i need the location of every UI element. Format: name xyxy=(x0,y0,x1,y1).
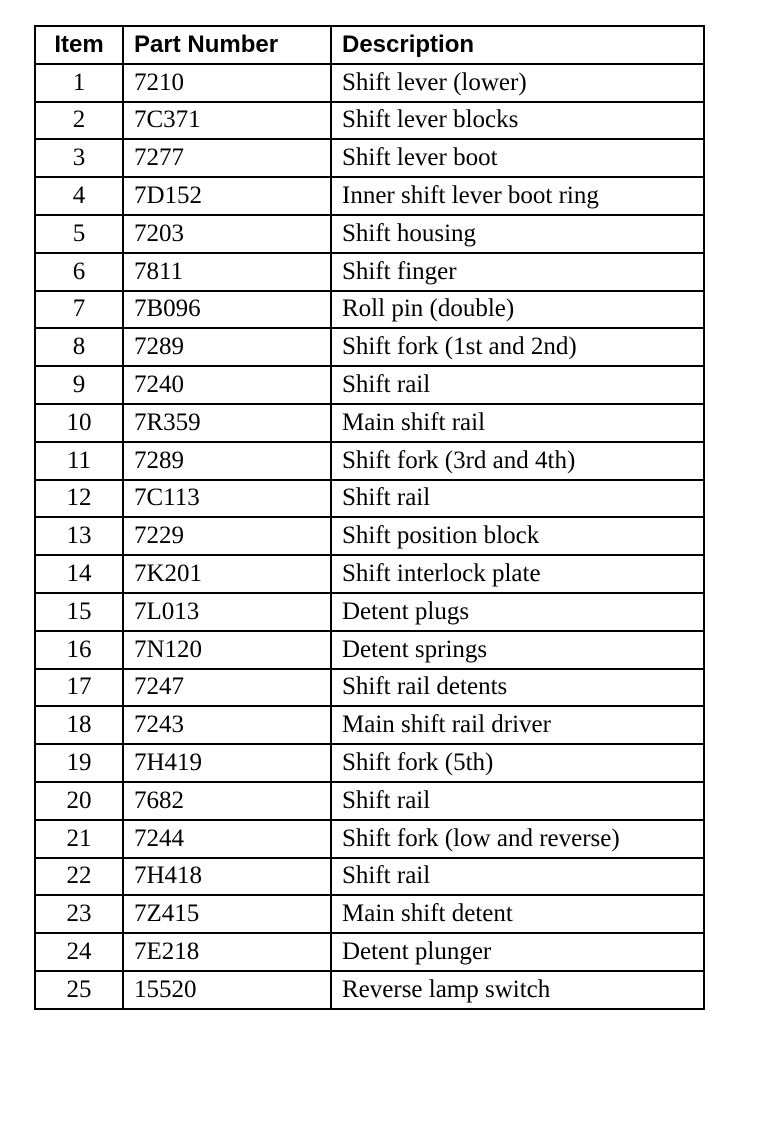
cell-description: Shift rail xyxy=(331,858,704,896)
cell-part-number: 7Z415 xyxy=(123,895,331,933)
cell-part-number: 7C371 xyxy=(123,102,331,140)
cell-part-number: 7E218 xyxy=(123,933,331,971)
cell-item: 23 xyxy=(35,895,123,933)
cell-description: Shift position block xyxy=(331,517,704,555)
cell-part-number: 7H419 xyxy=(123,744,331,782)
parts-table xyxy=(34,25,705,1010)
cell-part-number: 7244 xyxy=(123,820,331,858)
cell-part-number: 7H418 xyxy=(123,858,331,896)
cell-item: 11 xyxy=(35,442,123,480)
cell-item: 9 xyxy=(35,366,123,404)
table-row xyxy=(35,442,704,480)
cell-description: Main shift rail driver xyxy=(331,706,704,744)
cell-item: 13 xyxy=(35,517,123,555)
cell-part-number: 7811 xyxy=(123,253,331,291)
cell-part-number: 7L013 xyxy=(123,593,331,631)
cell-item: 3 xyxy=(35,139,123,177)
cell-item: 19 xyxy=(35,744,123,782)
cell-part-number: 7N120 xyxy=(123,631,331,669)
cell-part-number: 7D152 xyxy=(123,177,331,215)
table-row xyxy=(35,253,704,291)
cell-part-number: 7277 xyxy=(123,139,331,177)
cell-part-number: 7289 xyxy=(123,328,331,366)
cell-description: Shift rail xyxy=(331,782,704,820)
cell-description: Shift fork (low and reverse) xyxy=(331,820,704,858)
cell-item: 15 xyxy=(35,593,123,631)
cell-item: 24 xyxy=(35,933,123,971)
table-row xyxy=(35,139,704,177)
cell-description: Shift fork (1st and 2nd) xyxy=(331,328,704,366)
table-row xyxy=(35,177,704,215)
cell-description: Shift interlock plate xyxy=(331,555,704,593)
column-header-item: Item xyxy=(35,26,123,64)
cell-description: Shift rail detents xyxy=(331,669,704,707)
cell-item: 25 xyxy=(35,971,123,1009)
cell-item: 16 xyxy=(35,631,123,669)
table-row xyxy=(35,820,704,858)
cell-part-number: 7243 xyxy=(123,706,331,744)
cell-description: Shift rail xyxy=(331,480,704,518)
cell-description: Shift rail xyxy=(331,366,704,404)
table-row xyxy=(35,366,704,404)
table-row xyxy=(35,895,704,933)
table-row xyxy=(35,328,704,366)
cell-item: 1 xyxy=(35,64,123,102)
table-row xyxy=(35,744,704,782)
table-row xyxy=(35,933,704,971)
cell-part-number: 7K201 xyxy=(123,555,331,593)
cell-description: Shift fork (3rd and 4th) xyxy=(331,442,704,480)
cell-item: 2 xyxy=(35,102,123,140)
table-row xyxy=(35,215,704,253)
cell-item: 17 xyxy=(35,669,123,707)
cell-part-number: 7210 xyxy=(123,64,331,102)
cell-item: 18 xyxy=(35,706,123,744)
cell-part-number: 15520 xyxy=(123,971,331,1009)
cell-part-number: 7247 xyxy=(123,669,331,707)
cell-item: 8 xyxy=(35,328,123,366)
table-row xyxy=(35,669,704,707)
cell-description: Shift lever boot xyxy=(331,139,704,177)
cell-description: Shift housing xyxy=(331,215,704,253)
cell-item: 4 xyxy=(35,177,123,215)
table-row xyxy=(35,782,704,820)
cell-item: 22 xyxy=(35,858,123,896)
cell-part-number: 7R359 xyxy=(123,404,331,442)
cell-part-number: 7229 xyxy=(123,517,331,555)
cell-part-number: 7203 xyxy=(123,215,331,253)
table-row xyxy=(35,555,704,593)
cell-item: 21 xyxy=(35,820,123,858)
table-row xyxy=(35,593,704,631)
cell-description: Shift lever (lower) xyxy=(331,64,704,102)
cell-description: Shift lever blocks xyxy=(331,102,704,140)
cell-description: Inner shift lever boot ring xyxy=(331,177,704,215)
table-row xyxy=(35,404,704,442)
cell-part-number: 7240 xyxy=(123,366,331,404)
cell-description: Shift fork (5th) xyxy=(331,744,704,782)
table-row xyxy=(35,631,704,669)
cell-description: Main shift detent xyxy=(331,895,704,933)
cell-description: Main shift rail xyxy=(331,404,704,442)
table-row xyxy=(35,858,704,896)
cell-description: Roll pin (double) xyxy=(331,291,704,329)
cell-description: Detent plunger xyxy=(331,933,704,971)
cell-item: 10 xyxy=(35,404,123,442)
cell-description: Detent plugs xyxy=(331,593,704,631)
cell-part-number: 7B096 xyxy=(123,291,331,329)
table-row xyxy=(35,517,704,555)
cell-item: 5 xyxy=(35,215,123,253)
column-header-part-number: Part Number xyxy=(123,26,331,64)
cell-item: 14 xyxy=(35,555,123,593)
cell-description: Reverse lamp switch xyxy=(331,971,704,1009)
cell-description: Shift finger xyxy=(331,253,704,291)
table-row xyxy=(35,706,704,744)
table-row xyxy=(35,480,704,518)
cell-part-number: 7C113 xyxy=(123,480,331,518)
cell-item: 12 xyxy=(35,480,123,518)
cell-part-number: 7682 xyxy=(123,782,331,820)
table-row xyxy=(35,64,704,102)
table-row xyxy=(35,971,704,1009)
cell-item: 7 xyxy=(35,291,123,329)
cell-item: 6 xyxy=(35,253,123,291)
parts-table-body xyxy=(35,64,704,1009)
cell-description: Detent springs xyxy=(331,631,704,669)
column-header-description: Description xyxy=(331,26,704,64)
table-row xyxy=(35,102,704,140)
table-row xyxy=(35,291,704,329)
cell-part-number: 7289 xyxy=(123,442,331,480)
cell-item: 20 xyxy=(35,782,123,820)
table-header-row xyxy=(35,26,704,64)
